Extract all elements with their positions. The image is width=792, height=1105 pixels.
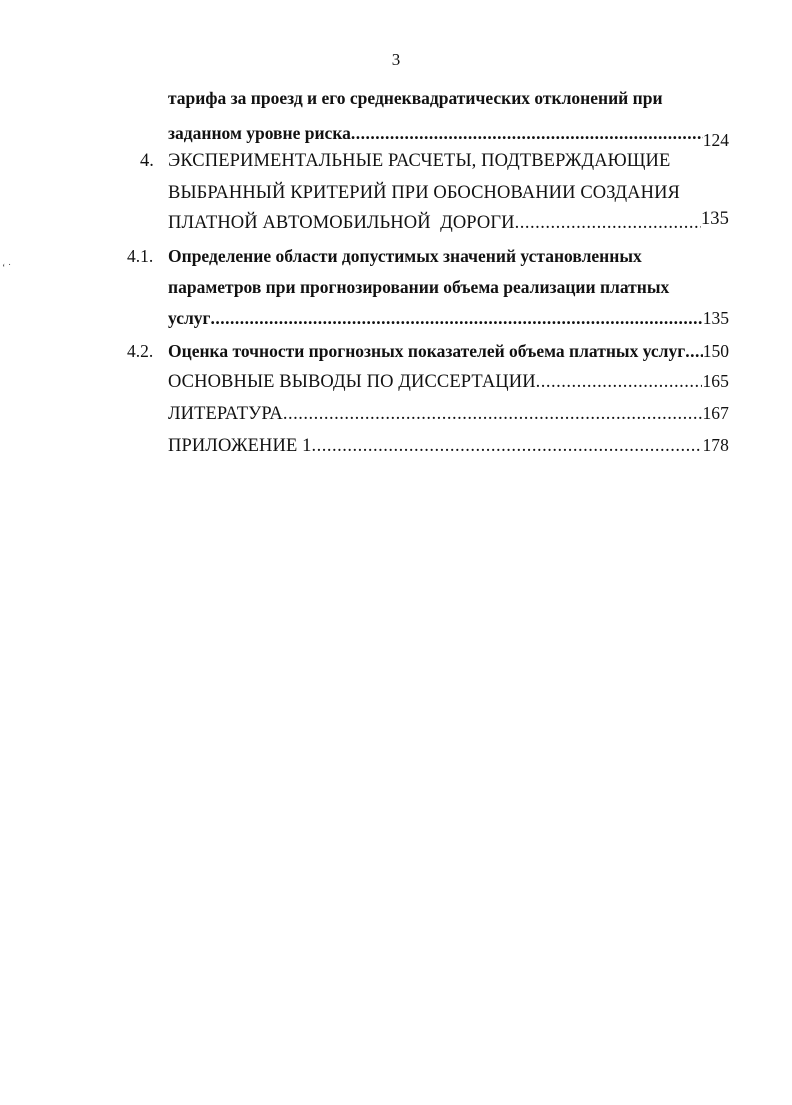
toc-entry-3-line-1	[168, 88, 729, 109]
toc-entry-4-2-number: 4.2.	[127, 341, 154, 361]
leader-dots	[283, 404, 703, 425]
toc-entry-text: параметров при прогнозировании объема реализации платных	[168, 277, 670, 297]
toc-page-number: 135	[700, 209, 729, 229]
toc-page-number: 150	[702, 341, 729, 361]
toc-entry-text: заданном уровне риска	[168, 123, 351, 143]
toc-entry-text: ЛИТЕРАТУРА	[168, 404, 283, 424]
toc-entry-literature[interactable]	[168, 403, 729, 425]
toc-entry-4-line-3[interactable]	[168, 209, 729, 234]
toc-entry-conclusions[interactable]	[168, 371, 729, 393]
toc-entry-text: Определение области допустимых значений установленных	[168, 246, 642, 266]
toc-page-number: 178	[702, 435, 729, 455]
leader-dots	[685, 341, 703, 362]
scan-artifact: ʻ ˙	[2, 263, 12, 274]
page-number: 3	[391, 50, 401, 69]
toc-entry-text: ВЫБРАННЫЙ КРИТЕРИЙ ПРИ ОБОСНОВАНИИ СОЗДАНИЯ	[168, 183, 680, 203]
leader-dots	[515, 213, 701, 234]
toc-entry-text: ЭКСПЕРИМЕНТАЛЬНЫЕ РАСЧЕТЫ, ПОДТВЕРЖДАЮЩИЕ	[168, 151, 671, 171]
toc-entry-text: услуг	[168, 308, 211, 328]
toc-entry-text: тарифа за проезд и его среднеквадратических отклонений при	[168, 88, 663, 108]
toc-entry-3-line-2[interactable]	[168, 123, 729, 150]
leader-dots	[351, 123, 703, 144]
toc-entry-4-line-2	[168, 183, 729, 204]
toc-entry-text: Оценка точности прогнозных показателей объема платных услуг	[168, 341, 686, 361]
toc-page-number: 165	[702, 371, 729, 391]
toc-entry-4-number: 4.	[140, 151, 154, 171]
leader-dots	[211, 308, 703, 329]
toc-page-number: 135	[702, 308, 729, 328]
leader-dots	[536, 372, 703, 393]
toc-entry-4-2-line-1[interactable]	[168, 341, 729, 362]
toc-entry-4-1-number: 4.1.	[127, 246, 154, 266]
toc-page-number: 167	[702, 403, 729, 423]
toc-entry-appendix[interactable]	[168, 435, 729, 457]
toc-entry-4-1-line-3[interactable]	[168, 308, 729, 329]
toc-entry-text: ПЛАТНОЙ АВТОМОБИЛЬНОЙ ДОРОГИ	[168, 213, 515, 233]
toc-entry-4-1-line-2	[168, 277, 729, 298]
toc-page-number: 124	[702, 130, 729, 150]
toc-entry-4-1-line-1	[168, 246, 729, 267]
toc-entry-text: ПРИЛОЖЕНИЕ 1	[168, 436, 312, 456]
toc-entry-text: ОСНОВНЫЕ ВЫВОДЫ ПО ДИССЕРТАЦИИ	[168, 372, 536, 392]
leader-dots	[311, 436, 702, 457]
toc-entry-4-line-1	[168, 151, 729, 172]
